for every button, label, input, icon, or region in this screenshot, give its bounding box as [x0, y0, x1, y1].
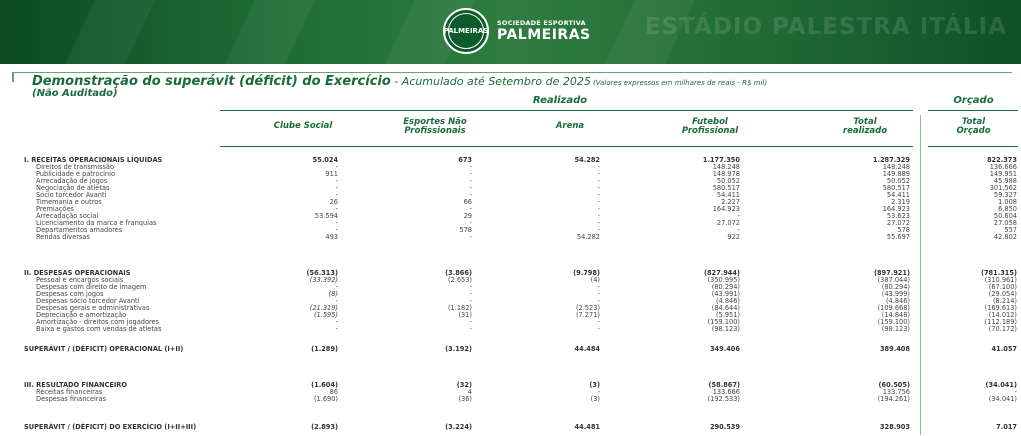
value-esportes: -: [469, 283, 472, 291]
value-arena: -: [597, 318, 600, 326]
value-total-orcado: -: [1014, 388, 1017, 396]
value-total-orcado: (781.315): [980, 269, 1017, 277]
value-futebol: 133.666: [712, 388, 740, 396]
value-total-realizado: (159.100): [877, 318, 910, 326]
value-arena: (7.271): [575, 311, 600, 319]
value-esportes: (3.192): [445, 345, 472, 353]
table-row: [0, 291, 1021, 298]
statement-title: [32, 70, 767, 89]
value-esportes: -: [469, 184, 472, 192]
club-name: PALMEIRAS: [497, 27, 591, 43]
value-arena: 54.282: [574, 156, 600, 164]
row-label: Depreciação e amortização: [36, 311, 127, 319]
value-total-realizado: (387.044): [877, 276, 910, 284]
row-label: I. RECEITAS OPERACIONAIS LÍQUIDAS: [24, 156, 163, 164]
value-esportes: -: [469, 170, 472, 178]
value-esportes: (32): [456, 381, 472, 389]
value-arena: (3): [590, 395, 600, 403]
value-total-orcado: 7.017: [996, 423, 1017, 431]
title-separator: -: [390, 75, 402, 88]
row-label: Licenciamento da marca e franquias: [36, 219, 157, 227]
row-label: SUPERÁVIT / (DÉFICIT) OPERACIONAL (I+II): [24, 345, 184, 353]
value-arena: -: [597, 290, 600, 298]
value-futebol: 27.072: [716, 219, 740, 227]
value-total-realizado: 53.623: [886, 212, 910, 220]
value-total-orcado: 50.604: [993, 212, 1017, 220]
value-total-orcado: 822.373: [986, 156, 1017, 164]
value-arena: (9.798): [573, 269, 600, 277]
value-total-orcado: 45.988: [993, 177, 1017, 185]
table-row-total: [0, 424, 1021, 431]
value-esportes: 29: [463, 212, 472, 220]
value-total-orcado: 557: [1004, 226, 1017, 234]
row-label: Rendas diversas: [36, 233, 90, 241]
row-label: Sócio torcedor Avanti: [36, 191, 107, 199]
column-header-total-realizado: Total realizado: [842, 117, 888, 136]
value-clube-social: -: [335, 318, 338, 326]
table-row: [0, 164, 1021, 171]
value-total-orcado: (67.100): [988, 283, 1017, 291]
table-row-total: [0, 157, 1021, 164]
value-futebol: (98.123): [711, 325, 740, 333]
header-line-orcado: [928, 146, 1018, 147]
value-total-realizado: (14.848): [881, 311, 910, 319]
row-label: Pessoal e encargos sociais: [36, 276, 124, 284]
value-clube-social: -: [335, 205, 338, 213]
value-clube-social: (1.595): [313, 311, 338, 319]
column-header-clube-social: Clube Social: [273, 121, 333, 131]
row-label: Negociação de atletas: [36, 184, 110, 192]
value-arena: 44.484: [574, 345, 600, 353]
value-total-realizado: 578: [897, 226, 910, 234]
value-clube-social: (1.289): [311, 345, 338, 353]
table-row: [0, 298, 1021, 305]
value-clube-social: 26: [329, 198, 338, 206]
table-row-total: [0, 382, 1021, 389]
row-label: Timemania e outros: [36, 198, 102, 206]
row-label: II. DESPESAS OPERACIONAIS: [24, 269, 131, 277]
value-total-realizado: 50.052: [886, 177, 910, 185]
value-arena: -: [597, 198, 600, 206]
table-row: [0, 178, 1021, 185]
value-esportes: (3.224): [445, 423, 472, 431]
value-esportes: (2.653): [447, 276, 472, 284]
table-row: [0, 192, 1021, 199]
value-total-orcado: 1.008: [998, 198, 1017, 206]
value-esportes: 4: [467, 388, 472, 396]
value-esportes: -: [469, 318, 472, 326]
value-total-realizado: 328.903: [879, 423, 910, 431]
value-arena: -: [597, 325, 600, 333]
value-total-orcado: (34.041): [985, 381, 1017, 389]
value-clube-social: (1.690): [313, 395, 338, 403]
club-crest-logo: [443, 8, 489, 54]
value-esportes: 66: [463, 198, 472, 206]
column-header-total-orcado: Total Orçado: [956, 117, 991, 136]
value-total-realizado: (98.123): [881, 325, 910, 333]
table-row: [0, 284, 1021, 291]
value-futebol: (58.867): [708, 381, 740, 389]
value-esportes: (1.182): [447, 304, 472, 312]
value-futebol: 290.539: [709, 423, 740, 431]
value-total-orcado: (310.961): [984, 276, 1017, 284]
value-esportes: -: [469, 233, 472, 241]
value-clube-social: 86: [329, 388, 338, 396]
value-clube-social: -: [335, 191, 338, 199]
value-futebol: 148.978: [712, 170, 740, 178]
value-futebol: (4.846): [715, 297, 740, 305]
value-futebol: (5.951): [715, 311, 740, 319]
value-esportes: 578: [459, 226, 472, 234]
row-label: Arrecadação social: [36, 212, 99, 220]
value-total-orcado: (169.613): [984, 304, 1017, 312]
value-total-orcado: 41.057: [991, 345, 1017, 353]
value-futebol: 148.248: [712, 163, 740, 171]
value-clube-social: 911: [325, 170, 338, 178]
value-total-orcado: (34.041): [988, 395, 1017, 403]
value-total-realizado: (4.846): [885, 297, 910, 305]
row-label: Departamentos amadores: [36, 226, 123, 234]
group-header-realizado: Realizado: [532, 95, 588, 106]
value-total-realizado: 164.923: [882, 205, 910, 213]
value-clube-social: (1.604): [311, 381, 338, 389]
value-total-orcado: 301.562: [989, 184, 1017, 192]
value-esportes: -: [469, 205, 472, 213]
value-clube-social: -: [335, 177, 338, 185]
value-arena: (2.523): [575, 304, 600, 312]
value-total-realizado: (80.294): [881, 283, 910, 291]
row-label: Premiações: [36, 205, 74, 213]
table-row: [0, 227, 1021, 234]
value-futebol: (350.995): [707, 276, 740, 284]
value-total-orcado: 59.327: [993, 191, 1017, 199]
value-clube-social: 53.594: [314, 212, 338, 220]
value-futebol: 50.052: [716, 177, 740, 185]
value-clube-social: -: [335, 219, 338, 227]
title-main: Demonstração do superávit (déficit) do Exercício: [32, 74, 391, 89]
group-line-realizado: [220, 110, 913, 111]
value-futebol: 54.411: [716, 191, 740, 199]
row-label: Receitas financeiras: [36, 388, 103, 396]
value-clube-social: -: [335, 325, 338, 333]
club-subtitle: SOCIEDADE ESPORTIVA: [497, 19, 586, 27]
value-futebol: 349.406: [709, 345, 740, 353]
value-total-orcado: (14.012): [988, 311, 1017, 319]
value-esportes: (31): [458, 311, 472, 319]
value-total-realizado: 55.697: [886, 233, 910, 241]
value-clube-social: -: [335, 226, 338, 234]
value-arena: -: [597, 297, 600, 305]
value-total-realizado: (897.921): [873, 269, 910, 277]
value-clube-social: (2.893): [311, 423, 338, 431]
column-header-esportes: Esportes Não Profissionais: [403, 117, 467, 136]
table-row: [0, 234, 1021, 241]
value-total-orcado: (112.189): [984, 318, 1017, 326]
row-label: Amortização - direitos com jogadores: [36, 318, 160, 326]
table-row-total: [0, 346, 1021, 353]
row-label: SUPERÁVIT / (DÉFICIT) DO EXERCÍCIO (I+II+III): [24, 423, 197, 431]
table-row: [0, 199, 1021, 206]
value-futebol: (80.294): [711, 283, 740, 291]
table-row: [0, 220, 1021, 227]
value-futebol: (84.644): [711, 304, 740, 312]
value-total-realizado: 1.287.329: [872, 156, 910, 164]
table-row: [0, 326, 1021, 333]
title-period: Acumulado até Setembro de 2025: [401, 75, 591, 88]
value-arena: -: [597, 177, 600, 185]
value-esportes: (36): [458, 395, 472, 403]
value-arena: -: [597, 388, 600, 396]
row-label: Despesas com jogos: [36, 290, 104, 298]
value-total-realizado: 133.756: [882, 388, 910, 396]
value-esportes: -: [469, 191, 472, 199]
stadium-text: ESTÁDIO PALESTRA ITÁLIA: [644, 14, 1007, 40]
value-arena: -: [597, 205, 600, 213]
column-header-futebol: Futebol Profissional: [681, 117, 739, 136]
value-arena: -: [597, 212, 600, 220]
value-clube-social: -: [335, 297, 338, 305]
row-label: Arrecadação de jogos: [36, 177, 108, 185]
value-total-realizado: 389.408: [879, 345, 910, 353]
value-esportes: (3.866): [445, 269, 472, 277]
value-total-realizado: 580.517: [882, 184, 910, 192]
value-clube-social: -: [335, 283, 338, 291]
value-esportes: 673: [458, 156, 472, 164]
value-futebol: (159.100): [707, 318, 740, 326]
value-arena: 44.481: [574, 423, 600, 431]
group-header-orcado: Orçado: [953, 95, 994, 106]
value-futebol: -: [737, 226, 740, 234]
title-marker: [12, 72, 14, 82]
row-label: Baixa e gastos com vendas de atletas: [36, 325, 162, 333]
value-clube-social: 55.024: [312, 156, 338, 164]
row-label: Despesas sócio torcedor Avanti: [36, 297, 140, 305]
value-esportes: -: [469, 163, 472, 171]
value-futebol: (192.533): [707, 395, 740, 403]
value-arena: 54.282: [576, 233, 600, 241]
value-total-realizado: (109.668): [877, 304, 910, 312]
value-futebol: (43.991): [711, 290, 740, 298]
row-label: Direitos de transmissão: [36, 163, 115, 171]
table-row: [0, 185, 1021, 192]
audit-status: (Não Auditado): [32, 88, 118, 99]
value-esportes: -: [469, 325, 472, 333]
value-esportes: -: [469, 219, 472, 227]
value-total-realizado: 27.072: [886, 219, 910, 227]
value-total-realizado: (43.999): [881, 290, 910, 298]
value-total-orcado: 27.058: [993, 219, 1017, 227]
value-clube-social: (33.392): [309, 276, 338, 284]
value-clube-social: (8): [328, 290, 338, 298]
value-total-orcado: 136.666: [989, 163, 1017, 171]
value-futebol: 922: [727, 233, 740, 241]
value-futebol: 580.517: [712, 184, 740, 192]
value-total-realizado: 148.248: [882, 163, 910, 171]
value-arena: -: [597, 184, 600, 192]
table-row: [0, 389, 1021, 396]
row-label: Despesas financeiras: [36, 395, 107, 403]
value-esportes: -: [469, 290, 472, 298]
value-total-orcado: (70.172): [988, 325, 1017, 333]
value-total-realizado: 2.319: [891, 198, 910, 206]
header-line-realizado: [220, 146, 913, 147]
value-futebol: (827.944): [703, 269, 740, 277]
row-label: Despesas com direito de imagem: [36, 283, 147, 291]
value-total-realizado: 54.411: [886, 191, 910, 199]
value-arena: -: [597, 191, 600, 199]
value-total-realizado: (60.505): [878, 381, 910, 389]
value-futebol: -: [737, 212, 740, 220]
value-arena: -: [597, 226, 600, 234]
value-esportes: -: [469, 177, 472, 185]
value-futebol: 2.227: [721, 198, 740, 206]
value-total-orcado: (29.054): [988, 290, 1017, 298]
table-row: [0, 171, 1021, 178]
value-esportes: -: [469, 297, 472, 305]
value-total-orcado: 149.951: [989, 170, 1017, 178]
value-futebol: 1.177.350: [702, 156, 740, 164]
value-total-orcado: (8.214): [992, 297, 1017, 305]
value-clube-social: (56.313): [306, 269, 338, 277]
table-row: [0, 206, 1021, 213]
value-arena: (4): [590, 276, 600, 284]
value-total-realizado: (194.261): [877, 395, 910, 403]
column-header-arena: Arena: [555, 121, 585, 131]
row-label: III. RESULTADO FINANCEIRO: [24, 381, 127, 389]
value-arena: (3): [589, 381, 600, 389]
table-row: [0, 305, 1021, 312]
value-total-realizado: 149.889: [882, 170, 910, 178]
table-row-total: [0, 270, 1021, 277]
table-row: [0, 396, 1021, 403]
group-line-orcado: [928, 110, 1018, 111]
value-futebol: 164.923: [712, 205, 740, 213]
value-clube-social: 493: [325, 233, 338, 241]
row-label: Despesas gerais e administrativas: [36, 304, 150, 312]
value-clube-social: -: [335, 163, 338, 171]
row-label: Publicidade e patrocínio: [36, 170, 115, 178]
value-arena: -: [597, 283, 600, 291]
value-total-orcado: 42.802: [993, 233, 1017, 241]
table-row: [0, 277, 1021, 284]
value-clube-social: -: [335, 184, 338, 192]
value-clube-social: (21.319): [309, 304, 338, 312]
header-banner: [0, 0, 1021, 64]
title-note: (Valores expressos em milhares de reais - R$ mil): [590, 79, 768, 87]
crest-text: PALMEIRAS: [448, 13, 484, 49]
value-total-orcado: 6.850: [998, 205, 1017, 213]
value-arena: -: [597, 163, 600, 171]
value-arena: -: [597, 219, 600, 227]
value-arena: -: [597, 170, 600, 178]
